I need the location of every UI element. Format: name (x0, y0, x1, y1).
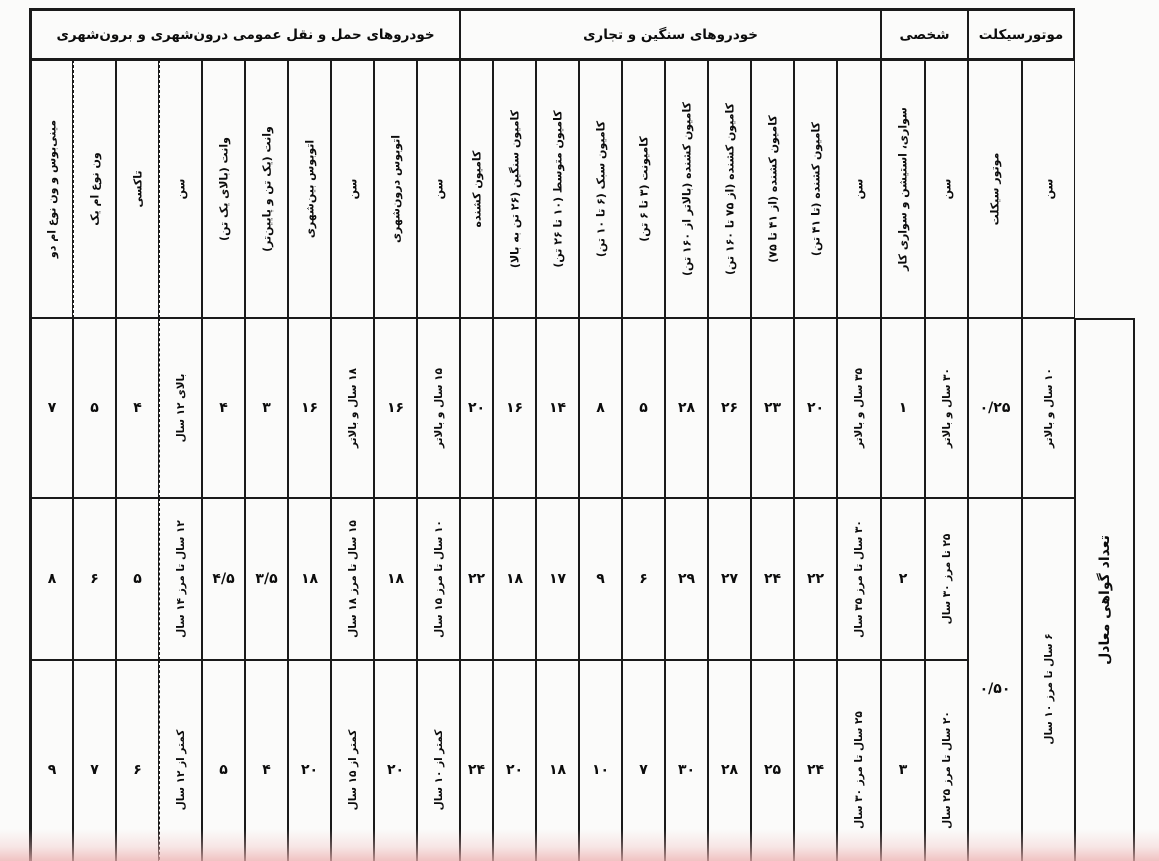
cell-r1-intercity-bus-age: ۱۸ سال و بالاتر (331, 318, 374, 498)
cell-r2-personal-car: ۲ (881, 498, 925, 660)
cell-r1-taxi-age: بالای ۱۲ سال (159, 318, 202, 498)
equivalency-table (29, 8, 1135, 861)
cell-r1-tractor-75-160: ۲۶ (708, 318, 751, 498)
cell-r1-van-m1: ۵ (73, 318, 116, 498)
cell-r1-heavy-age: ۳۵ سال و بالاتر (837, 318, 881, 498)
cell-r3-tractor-to-41: ۲۴ (794, 660, 837, 861)
cell-r2-pickup-1ton-under: ۳/۵ (245, 498, 288, 660)
cell-r3-heavy-truck-26-up: ۲۰ (493, 660, 536, 861)
cell-r3-taxi-age: کمتر از ۱۲ سال (159, 660, 202, 861)
cell-r1-personal-car: ۱ (881, 318, 925, 498)
cell-r2-intercity-bus: ۱۸ (288, 498, 331, 660)
col-header-intercity-bus: اتوبوس بین‌شهری (288, 60, 331, 318)
col-header-intercity-bus-age: سن (331, 60, 374, 318)
cell-r2-tractor-75-160: ۲۷ (708, 498, 751, 660)
cell-r3-tractor-75-160: ۲۸ (708, 660, 751, 861)
cell-r1-minibus-van-m2: ۷ (29, 318, 73, 498)
section-header-motorcycle: موتورسیکلت (968, 8, 1075, 60)
cell-r1-motorcycle: ۰/۲۵ (968, 318, 1022, 498)
cell-r1-pickup-above-1ton: ۴ (202, 318, 245, 498)
col-header-city-bus: اتوبوس درون‌شهری (374, 60, 417, 318)
cell-r2-heavy-age: ۳۰ سال تا مرز ۳۵ سال (837, 498, 881, 660)
cell-r3-personal-car: ۳ (881, 660, 925, 861)
cell-r3-minibus-van-m2: ۹ (29, 660, 73, 861)
col-header-pickup-above-1ton: وانت (بالای یک تن) (202, 60, 245, 318)
cell-r3-van-m1: ۷ (73, 660, 116, 861)
col-header-tractor-to-41: کامیون کشنده (تا ۴۱ تن) (794, 60, 837, 318)
col-header-personal-age: سن (925, 60, 968, 318)
cell-r3-personal-age: ۲۰ سال تا مرز ۲۵ سال (925, 660, 968, 861)
col-header-van-m1: ون نوع ام یک (73, 60, 116, 318)
cell-r3-city-bus-age: کمتر از ۱۰ سال (417, 660, 460, 861)
row-group-label: تعداد گواهی معادل (1075, 318, 1135, 861)
cell-r3-intercity-bus: ۲۰ (288, 660, 331, 861)
cell-r2-city-bus: ۱۸ (374, 498, 417, 660)
col-header-tractor-truck: کامیون کشنده (460, 60, 493, 318)
cell-r2-heavy-truck-26-up: ۱۸ (493, 498, 536, 660)
col-header-personal-car: سواری، استیشن و سواری کار (881, 60, 925, 318)
cell-r1-tractor-truck: ۲۰ (460, 318, 493, 498)
cell-r2-minibus-van-m2: ۸ (29, 498, 73, 660)
cell-r1-medium-truck-10-26: ۱۴ (536, 318, 579, 498)
cell-r2-pickup-above-1ton: ۴/۵ (202, 498, 245, 660)
col-header-tractor-above-160: کامیون کشنده (بالاتر از ۱۶۰ تن) (665, 60, 708, 318)
cell-r3-kamyonet-3-6: ۷ (622, 660, 665, 861)
cell-r2-taxi-age: ۱۲ سال تا مرز ۱۴ سال (159, 498, 202, 660)
cell-r1-light-truck-6-10: ۸ (579, 318, 622, 498)
cell-r2-light-truck-6-10: ۹ (579, 498, 622, 660)
cell-r2-kamyonet-3-6: ۶ (622, 498, 665, 660)
cell-r1-tractor-41-75: ۲۳ (751, 318, 794, 498)
col-header-pickup-1ton-under: وانت (یک تن و پایین‌تر) (245, 60, 288, 318)
cell-r1-taxi: ۴ (116, 318, 159, 498)
cell-r3-pickup-above-1ton: ۵ (202, 660, 245, 861)
cell-r1-city-bus-age: ۱۵ سال و بالاتر (417, 318, 460, 498)
cell-r1-tractor-above-160: ۲۸ (665, 318, 708, 498)
col-header-kamyonet-3-6: کامیونت (۳ تا ۶ تن) (622, 60, 665, 318)
cell-r2r3-motorcycle: ۰/۵۰ (968, 498, 1022, 861)
cell-r2-van-m1: ۶ (73, 498, 116, 660)
cell-r2-tractor-41-75: ۲۴ (751, 498, 794, 660)
col-header-motorcycle-age: سن (1022, 60, 1075, 318)
col-header-city-bus-age: سن (417, 60, 460, 318)
col-header-medium-truck-10-26: کامیون متوسط (۱۰ تا ۲۶ تن) (536, 60, 579, 318)
col-header-minibus-van-m2: مینی‌بوس و ون نوع ام دو (29, 60, 73, 318)
cell-r3-pickup-1ton-under: ۴ (245, 660, 288, 861)
cell-r3-tractor-truck: ۲۴ (460, 660, 493, 861)
section-header-public-transport: خودروهای حمل و نقل عمومی درون‌شهری و برون‌شهری (29, 8, 460, 60)
cell-r2-medium-truck-10-26: ۱۷ (536, 498, 579, 660)
cell-r2-intercity-bus-age: ۱۵ سال تا مرز ۱۸ سال (331, 498, 374, 660)
cell-r1-tractor-to-41: ۲۰ (794, 318, 837, 498)
col-header-taxi-age: سن (159, 60, 202, 318)
col-header-heavy-truck-26-up: کامیون سنگین (۲۶ تن به بالا) (493, 60, 536, 318)
col-header-motorcycle: موتور سیکلت (968, 60, 1022, 318)
col-header-light-truck-6-10: کامیون سبک (۶ تا ۱۰ تن) (579, 60, 622, 318)
section-header-heavy-commercial: خودروهای سنگین و تجاری (460, 8, 881, 60)
cell-r1-city-bus: ۱۶ (374, 318, 417, 498)
cell-r1-personal-age: ۳۰ سال و بالاتر (925, 318, 968, 498)
cell-r2-tractor-to-41: ۲۲ (794, 498, 837, 660)
section-header-personal: شخصی (881, 8, 968, 60)
cell-r2-personal-age: ۲۵ تا مرز ۳۰ سال (925, 498, 968, 660)
cell-r1-pickup-1ton-under: ۳ (245, 318, 288, 498)
cell-r3-intercity-bus-age: کمتر از ۱۵ سال (331, 660, 374, 861)
cell-r2-taxi: ۵ (116, 498, 159, 660)
cell-r3-heavy-age: ۲۵ سال تا مرز ۳۰ سال (837, 660, 881, 861)
cell-r2r3-motorcycle-age: ۶ سال تا مرز ۱۰ سال (1022, 498, 1075, 861)
cell-r2-tractor-truck: ۲۲ (460, 498, 493, 660)
col-header-tractor-75-160: کامیون کشنده (از ۷۵ تا ۱۶۰ تن) (708, 60, 751, 318)
cell-r1-motorcycle-age: ۱۰ سال و بالاتر (1022, 318, 1075, 498)
cell-r3-taxi: ۶ (116, 660, 159, 861)
cell-r3-medium-truck-10-26: ۱۸ (536, 660, 579, 861)
cell-r3-tractor-above-160: ۳۰ (665, 660, 708, 861)
cell-r1-heavy-truck-26-up: ۱۶ (493, 318, 536, 498)
cell-r3-tractor-41-75: ۲۵ (751, 660, 794, 861)
cell-r1-kamyonet-3-6: ۵ (622, 318, 665, 498)
cell-r3-city-bus: ۲۰ (374, 660, 417, 861)
cell-r2-tractor-above-160: ۲۹ (665, 498, 708, 660)
cell-r2-city-bus-age: ۱۰ سال تا مرز ۱۵ سال (417, 498, 460, 660)
cell-r3-light-truck-6-10: ۱۰ (579, 660, 622, 861)
col-header-taxi: تاکسی (116, 60, 159, 318)
col-header-heavy-age: سن (837, 60, 881, 318)
cell-r1-intercity-bus: ۱۶ (288, 318, 331, 498)
col-header-tractor-41-75: کامیون کشنده (از ۴۱ تا ۷۵) (751, 60, 794, 318)
